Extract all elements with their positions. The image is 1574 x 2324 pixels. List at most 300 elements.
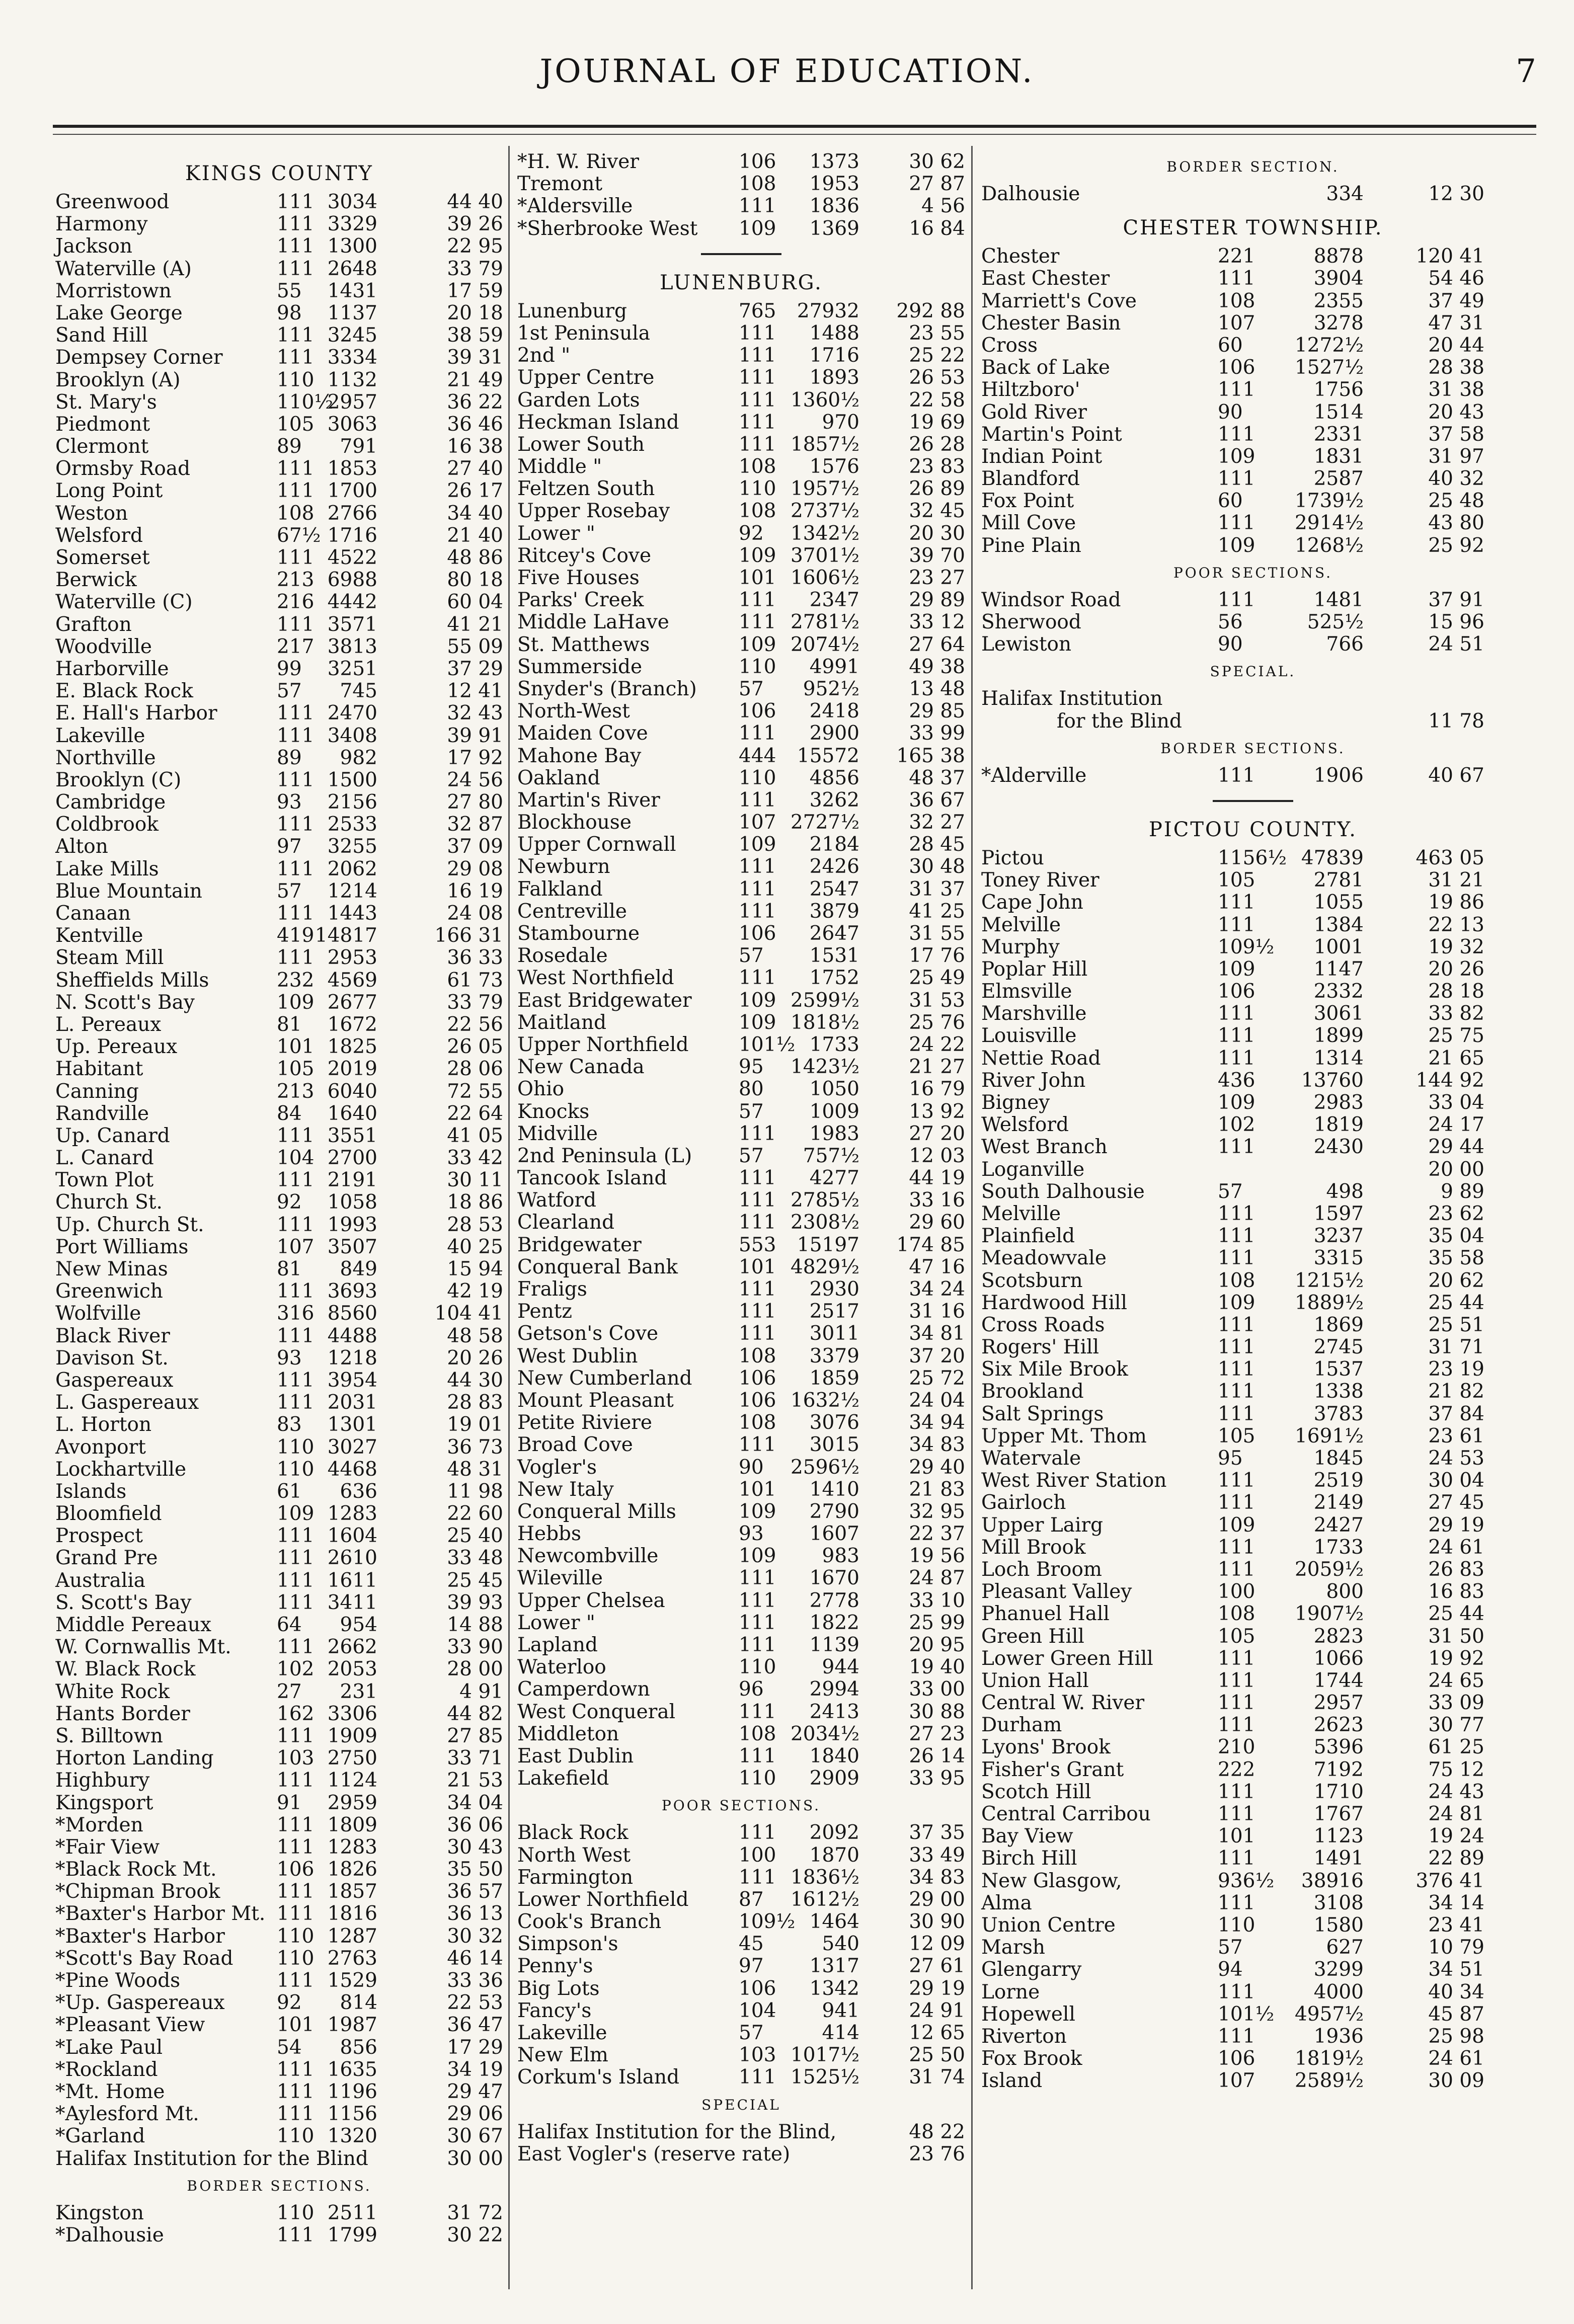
grant-amount: 37 91 bbox=[1428, 588, 1484, 611]
grant-amount: 24 53 bbox=[1428, 1447, 1484, 1470]
attendance-total: 1132 bbox=[327, 368, 377, 391]
section-name: Clearland bbox=[517, 1211, 615, 1234]
days-taught: 105 bbox=[1218, 1424, 1255, 1448]
table-row bbox=[55, 2014, 503, 2036]
grant-amount: 30 00 bbox=[447, 2147, 503, 2170]
grant-amount: 22 37 bbox=[909, 1522, 965, 1546]
days-taught: 100 bbox=[1218, 1580, 1255, 1604]
table-row bbox=[517, 1368, 965, 1390]
attendance-total: 1320 bbox=[327, 2125, 377, 2148]
table-row bbox=[517, 1723, 965, 1745]
attendance-total: 1733 bbox=[1313, 1536, 1364, 1559]
attendance-total: 1822 bbox=[809, 1611, 859, 1634]
attendance-total: 2547 bbox=[809, 877, 859, 901]
grant-amount: 20 30 bbox=[909, 522, 965, 545]
grant-amount: 25 51 bbox=[1428, 1313, 1484, 1336]
section-name: Lower Green Hill bbox=[981, 1647, 1153, 1670]
grant-amount: 31 38 bbox=[1428, 378, 1484, 402]
grant-amount: 16 83 bbox=[1428, 1580, 1484, 1604]
grant-amount: 32 43 bbox=[447, 702, 503, 725]
grant-amount: 16 84 bbox=[909, 217, 965, 240]
days-taught: 213 bbox=[277, 1080, 314, 1103]
attendance-total: 1635 bbox=[327, 2058, 377, 2081]
table-row bbox=[517, 1012, 965, 1034]
attendance-total: 3076 bbox=[809, 1411, 859, 1434]
grant-amount: 16 79 bbox=[909, 1078, 965, 1101]
table-row bbox=[517, 1479, 965, 1501]
table-row bbox=[517, 945, 965, 967]
section-name: Middle Pereaux bbox=[55, 1614, 211, 1636]
days-taught: 936½ bbox=[1218, 1869, 1275, 1892]
grant-amount: 120 41 bbox=[1415, 245, 1484, 268]
grant-amount: 11 78 bbox=[1428, 709, 1484, 733]
attendance-total: 1899 bbox=[1313, 1024, 1364, 1048]
days-taught: 111 bbox=[739, 611, 776, 634]
section-name: Oakland bbox=[517, 766, 600, 789]
table-row bbox=[981, 1914, 1525, 1937]
grant-amount: 60 04 bbox=[447, 591, 503, 614]
section-name: Birch Hill bbox=[981, 1847, 1077, 1870]
table-row bbox=[55, 2037, 503, 2059]
days-taught: 109 bbox=[1218, 957, 1255, 981]
table-row bbox=[55, 2103, 503, 2125]
days-taught: 60 bbox=[1218, 490, 1243, 513]
table-row bbox=[55, 769, 503, 791]
attendance-total: 2355 bbox=[1313, 289, 1364, 312]
attendance-total: 2994 bbox=[809, 1678, 859, 1701]
attendance-total: 1055 bbox=[1313, 891, 1364, 914]
days-taught: 57 bbox=[739, 1100, 764, 1123]
section-name: Bigney bbox=[981, 1091, 1050, 1114]
table-row bbox=[981, 468, 1525, 490]
days-taught: 108 bbox=[739, 1411, 776, 1434]
grant-amount: 33 99 bbox=[909, 722, 965, 745]
table-row bbox=[517, 1345, 965, 1368]
section-name: *Scott's Bay Road bbox=[55, 1947, 233, 1970]
table-row bbox=[517, 678, 965, 700]
grant-amount: 29 00 bbox=[909, 1888, 965, 1911]
section-name: Marsh bbox=[981, 1936, 1045, 1959]
days-taught: 102 bbox=[277, 1658, 314, 1681]
table-row bbox=[517, 1701, 965, 1723]
days-taught: 99 bbox=[277, 657, 302, 680]
attendance-total: 1491 bbox=[1313, 1847, 1364, 1870]
attendance-total: 1818½ bbox=[790, 1011, 859, 1034]
table-row bbox=[981, 1314, 1525, 1336]
table-row bbox=[517, 1590, 965, 1612]
grant-amount: 31 74 bbox=[909, 2066, 965, 2089]
attendance-total: 3334 bbox=[327, 346, 377, 369]
section-name: Lower South bbox=[517, 433, 645, 456]
attendance-total: 745 bbox=[340, 680, 377, 703]
section-name: Middle LaHave bbox=[517, 611, 669, 634]
days-taught: 765 bbox=[739, 299, 776, 323]
grant-amount: 39 26 bbox=[447, 213, 503, 236]
days-taught: 103 bbox=[277, 1747, 314, 1770]
column-kings-county bbox=[55, 151, 503, 2247]
section-name: Falkland bbox=[517, 877, 603, 901]
days-taught: 100 bbox=[739, 1844, 776, 1867]
days-taught: 64 bbox=[277, 1614, 302, 1636]
section-name: Elmsville bbox=[981, 980, 1072, 1003]
section-name: Black Rock bbox=[517, 1821, 628, 1845]
section-name: Six Mile Brook bbox=[981, 1358, 1128, 1381]
grant-amount: 165 38 bbox=[896, 744, 965, 767]
section-name: West Branch bbox=[981, 1136, 1108, 1159]
grant-amount: 22 56 bbox=[447, 1013, 503, 1036]
section-name: Durham bbox=[981, 1714, 1062, 1737]
grant-amount: 29 60 bbox=[909, 1211, 965, 1234]
grant-amount: 32 87 bbox=[447, 813, 503, 836]
section-name: Upper Lairg bbox=[981, 1513, 1104, 1537]
grant-amount: 22 58 bbox=[909, 388, 965, 412]
attendance-total: 1423½ bbox=[790, 1056, 859, 1079]
table-row bbox=[517, 745, 965, 767]
grant-amount: 34 83 bbox=[909, 1433, 965, 1457]
section-name: Bay View bbox=[981, 1825, 1073, 1848]
section-name: Lower Northfield bbox=[517, 1888, 689, 1911]
table-row bbox=[981, 892, 1525, 914]
grant-amount: 20 44 bbox=[1428, 334, 1484, 357]
days-taught: 111 bbox=[1218, 1469, 1255, 1492]
days-taught: 111 bbox=[1218, 1336, 1255, 1359]
grant-amount: 25 45 bbox=[447, 1569, 503, 1592]
days-taught: 93 bbox=[277, 791, 302, 814]
days-taught: 111 bbox=[277, 902, 314, 925]
attendance-total: 3011 bbox=[809, 1322, 859, 1345]
grant-amount: 166 31 bbox=[434, 924, 503, 947]
section-name: Alma bbox=[981, 1891, 1032, 1914]
grant-amount: 32 27 bbox=[909, 811, 965, 834]
section-name: Martin's River bbox=[517, 788, 660, 812]
section-name: Waterloo bbox=[517, 1656, 606, 1679]
section-name: Blockhouse bbox=[517, 811, 632, 834]
days-taught: 111 bbox=[1218, 423, 1255, 446]
attendance-total: 3411 bbox=[327, 1591, 377, 1614]
days-taught: 111 bbox=[739, 1866, 776, 1889]
days-taught: 90 bbox=[1218, 633, 1243, 656]
grant-amount: 36 67 bbox=[909, 788, 965, 812]
section-name: Church St. bbox=[55, 1191, 163, 1214]
table-row bbox=[981, 1114, 1525, 1136]
section-name: *Black Rock Mt. bbox=[55, 1858, 217, 1881]
attendance-total: 766 bbox=[1326, 633, 1364, 656]
days-taught: 111 bbox=[277, 1324, 314, 1347]
section-name: *Morden bbox=[55, 1813, 143, 1836]
section-name: *Fair View bbox=[55, 1835, 160, 1859]
table-row bbox=[981, 847, 1525, 869]
table-row bbox=[981, 1937, 1525, 1959]
days-taught: 90 bbox=[1218, 400, 1243, 424]
attendance-total: 3879 bbox=[809, 900, 859, 923]
grant-amount: 21 40 bbox=[447, 524, 503, 547]
table-row bbox=[517, 767, 965, 789]
attendance-total: 3027 bbox=[327, 1435, 377, 1459]
table-row bbox=[981, 1670, 1525, 1692]
days-taught: 110½ bbox=[277, 390, 334, 414]
attendance-total: 2790 bbox=[809, 1500, 859, 1523]
days-taught: 111 bbox=[277, 1391, 314, 1414]
section-name: Indian Point bbox=[981, 445, 1103, 468]
table-row bbox=[517, 1822, 965, 1844]
days-taught: 111 bbox=[739, 433, 776, 456]
grant-amount: 22 13 bbox=[1428, 913, 1484, 936]
table-row bbox=[517, 1056, 965, 1078]
grant-amount: 22 53 bbox=[447, 1991, 503, 2015]
grant-amount: 19 40 bbox=[909, 1656, 965, 1679]
grant-amount: 31 97 bbox=[1428, 445, 1484, 468]
section-name: Clermont bbox=[55, 435, 149, 458]
section-name: Pleasant Valley bbox=[981, 1580, 1132, 1604]
grant-amount: 29 40 bbox=[909, 1456, 965, 1479]
table-row bbox=[981, 1403, 1525, 1425]
days-taught: 101 bbox=[277, 2014, 314, 2037]
grant-amount: 36 57 bbox=[447, 1880, 503, 1903]
section-name: Halifax Institution for the Blind, bbox=[517, 2120, 837, 2143]
grant-amount: 49 38 bbox=[909, 655, 965, 678]
table-row bbox=[981, 1892, 1525, 1914]
table-row bbox=[981, 268, 1525, 290]
days-taught: 111 bbox=[277, 257, 314, 280]
table-row bbox=[55, 1014, 503, 1036]
section-name: *Sherbrooke West bbox=[517, 217, 698, 240]
table-row bbox=[517, 1933, 965, 1955]
table-row bbox=[981, 446, 1525, 468]
table-row bbox=[517, 990, 965, 1012]
table-row bbox=[55, 702, 503, 725]
days-taught: 110 bbox=[277, 368, 314, 391]
days-taught: 84 bbox=[277, 1102, 302, 1125]
section-name: West River Station bbox=[981, 1469, 1167, 1492]
attendance-total: 1050 bbox=[809, 1078, 859, 1101]
grant-amount: 25 49 bbox=[909, 967, 965, 990]
days-taught: 105 bbox=[277, 413, 314, 436]
section-name: Kingsport bbox=[55, 1791, 153, 1814]
days-taught: 111 bbox=[277, 1280, 314, 1303]
section-name: Glengarry bbox=[981, 1958, 1082, 1981]
days-taught: 111 bbox=[1218, 1692, 1255, 1715]
table-row bbox=[517, 1123, 965, 1145]
days-taught: 93 bbox=[739, 1522, 764, 1546]
section-name: Lockhartville bbox=[55, 1458, 187, 1481]
grant-amount: 54 46 bbox=[1428, 267, 1484, 290]
attendance-total: 2427 bbox=[1313, 1513, 1364, 1537]
attendance-total: 1283 bbox=[327, 1835, 377, 1859]
table-row bbox=[981, 1470, 1525, 1492]
table-row bbox=[517, 611, 965, 633]
table-row bbox=[55, 302, 503, 325]
table-row bbox=[55, 1325, 503, 1347]
days-taught: 111 bbox=[739, 322, 776, 345]
attendance-total: 1215½ bbox=[1294, 1269, 1364, 1292]
attendance-total: 2092 bbox=[809, 1821, 859, 1845]
days-taught: 109 bbox=[1218, 1513, 1255, 1537]
grant-amount: 104 41 bbox=[434, 1302, 503, 1325]
attendance-total: 2053 bbox=[327, 1658, 377, 1681]
attendance-total: 1529 bbox=[327, 1969, 377, 1992]
table-row bbox=[55, 591, 503, 613]
grant-amount: 29 47 bbox=[447, 2080, 503, 2103]
grant-amount: 28 06 bbox=[447, 1058, 503, 1081]
attendance-total: 1443 bbox=[327, 902, 377, 925]
section-name: Melville bbox=[981, 913, 1061, 936]
attendance-total: 1819 bbox=[1313, 1113, 1364, 1137]
table-row bbox=[981, 424, 1525, 446]
section-name: Avonport bbox=[55, 1435, 146, 1459]
section-name: Lower " bbox=[517, 1611, 595, 1634]
days-taught: 111 bbox=[277, 1835, 314, 1859]
table-row bbox=[55, 547, 503, 569]
grant-amount: 34 14 bbox=[1428, 1891, 1484, 1914]
days-taught: 111 bbox=[739, 344, 776, 367]
table-row bbox=[55, 1214, 503, 1236]
days-taught: 111 bbox=[277, 1525, 314, 1548]
table-row bbox=[517, 1212, 965, 1234]
section-name: Greenwood bbox=[55, 191, 170, 213]
grant-amount: 24 22 bbox=[909, 1033, 965, 1056]
section-name: Penny's bbox=[517, 1955, 593, 1978]
section-name: Fisher's Grant bbox=[981, 1758, 1124, 1781]
section-name: Rosedale bbox=[517, 944, 608, 968]
section-name: *Pleasant View bbox=[55, 2014, 205, 2037]
attendance-total: 1853 bbox=[327, 457, 377, 480]
attendance-total: 3306 bbox=[327, 1702, 377, 1725]
section-name: Prospect bbox=[55, 1525, 143, 1548]
table-row bbox=[517, 434, 965, 456]
table-row bbox=[517, 1955, 965, 1977]
table-row bbox=[981, 1159, 1525, 1181]
days-taught: 45 bbox=[739, 1933, 764, 1956]
table-row bbox=[517, 412, 965, 434]
grant-amount: 17 29 bbox=[447, 2036, 503, 2059]
attendance-total: 982 bbox=[340, 746, 377, 769]
attendance-total: 1527½ bbox=[1294, 356, 1364, 379]
table-row bbox=[55, 503, 503, 525]
grant-amount: 61 73 bbox=[447, 969, 503, 992]
grant-amount: 41 05 bbox=[447, 1124, 503, 1147]
days-taught: 111 bbox=[739, 195, 776, 218]
section-name: St. Matthews bbox=[517, 633, 650, 656]
attendance-total: 1531 bbox=[809, 944, 859, 968]
grant-amount: 31 55 bbox=[909, 922, 965, 945]
days-taught: 111 bbox=[739, 855, 776, 878]
days-taught: 109 bbox=[739, 989, 776, 1012]
section-name: Weston bbox=[55, 502, 128, 525]
table-row bbox=[55, 836, 503, 858]
section-name: Central W. River bbox=[981, 1692, 1145, 1715]
grant-amount: 37 29 bbox=[447, 657, 503, 680]
attendance-total: 1739½ bbox=[1294, 490, 1364, 513]
days-taught: 110 bbox=[739, 1767, 776, 1790]
section-name: Brooklyn (A) bbox=[55, 368, 181, 391]
attendance-total: 1124 bbox=[327, 1769, 377, 1792]
grant-amount: 20 26 bbox=[447, 1346, 503, 1370]
section-name: Lakeville bbox=[517, 2022, 607, 2044]
attendance-total: 1342½ bbox=[790, 522, 859, 545]
section-name: Upper Northfield bbox=[517, 1033, 689, 1056]
section-name: Parks' Creek bbox=[517, 589, 644, 612]
attendance-total: 1691½ bbox=[1294, 1424, 1364, 1448]
days-taught: 111 bbox=[739, 1611, 776, 1634]
attendance-total: 2677 bbox=[327, 991, 377, 1014]
days-taught: 105 bbox=[277, 1058, 314, 1081]
section-name: *Alderville bbox=[981, 764, 1087, 787]
section-name: Melville bbox=[981, 1202, 1061, 1225]
section-name: Lakefield bbox=[517, 1767, 609, 1790]
section-name: West Northfield bbox=[517, 967, 674, 990]
table-row bbox=[517, 1101, 965, 1123]
table-row bbox=[981, 1225, 1525, 1247]
days-taught: 111 bbox=[1218, 1024, 1255, 1048]
grant-amount: 33 48 bbox=[447, 1547, 503, 1570]
table-row bbox=[981, 1736, 1525, 1758]
section-name: Summerside bbox=[517, 655, 643, 678]
table-row bbox=[981, 1448, 1525, 1470]
grant-amount: 4 56 bbox=[921, 195, 965, 218]
attendance-total: 1214 bbox=[327, 879, 377, 903]
attendance-total: 1716 bbox=[327, 524, 377, 547]
grant-amount: 34 24 bbox=[909, 1278, 965, 1301]
section-name: Rogers' Hill bbox=[981, 1336, 1099, 1359]
table-row bbox=[55, 1081, 503, 1103]
days-taught: 92 bbox=[277, 1191, 302, 1214]
table-row bbox=[517, 1189, 965, 1212]
attendance-total: 1756 bbox=[1313, 378, 1364, 402]
days-taught: 57 bbox=[739, 944, 764, 968]
subsection-heading: POOR SECTIONS. bbox=[661, 1797, 821, 1814]
attendance-total: 2727½ bbox=[790, 811, 859, 834]
grant-amount: 27 23 bbox=[909, 1722, 965, 1745]
section-name: Camperdown bbox=[517, 1678, 650, 1701]
section-name: Blandford bbox=[981, 467, 1080, 491]
grant-amount: 24 43 bbox=[1428, 1780, 1484, 1803]
days-taught: 111 bbox=[739, 1744, 776, 1768]
table-row bbox=[55, 1503, 503, 1525]
grant-amount: 19 86 bbox=[1428, 891, 1484, 914]
table-row bbox=[55, 2125, 503, 2147]
section-name: Watford bbox=[517, 1189, 597, 1212]
section-name: Islands bbox=[55, 1480, 127, 1503]
attendance-total: 2019 bbox=[327, 1058, 377, 1081]
days-taught: 101½ bbox=[1218, 2002, 1275, 2026]
grant-amount: 37 49 bbox=[1428, 289, 1484, 312]
grant-amount: 48 58 bbox=[447, 1324, 503, 1347]
days-taught: 111 bbox=[1218, 1313, 1255, 1336]
attendance-total: 1799 bbox=[327, 2223, 377, 2247]
attendance-total: 1017½ bbox=[790, 2044, 859, 2067]
grant-amount: 11 98 bbox=[447, 1480, 503, 1503]
section-name: Marshville bbox=[981, 1002, 1087, 1025]
grant-amount: 29 08 bbox=[447, 857, 503, 880]
attendance-total: 3108 bbox=[1313, 1891, 1364, 1914]
grant-amount: 13 92 bbox=[909, 1100, 965, 1123]
table-row bbox=[981, 688, 1525, 710]
table-row bbox=[517, 523, 965, 545]
days-taught: 106 bbox=[739, 150, 776, 173]
section-name: Middleton bbox=[517, 1722, 619, 1745]
grant-amount: 25 72 bbox=[909, 1367, 965, 1390]
days-taught: 111 bbox=[277, 813, 314, 836]
table-row bbox=[55, 1814, 503, 1836]
attendance-total: 2957 bbox=[327, 390, 377, 414]
section-name: Newburn bbox=[517, 855, 610, 878]
table-row bbox=[517, 1278, 965, 1301]
days-taught: 108 bbox=[1218, 289, 1255, 312]
table-row bbox=[981, 379, 1525, 401]
table-row bbox=[517, 1078, 965, 1100]
section-heading: LUNENBURG. bbox=[660, 271, 823, 294]
grant-amount: 40 32 bbox=[1428, 467, 1484, 491]
